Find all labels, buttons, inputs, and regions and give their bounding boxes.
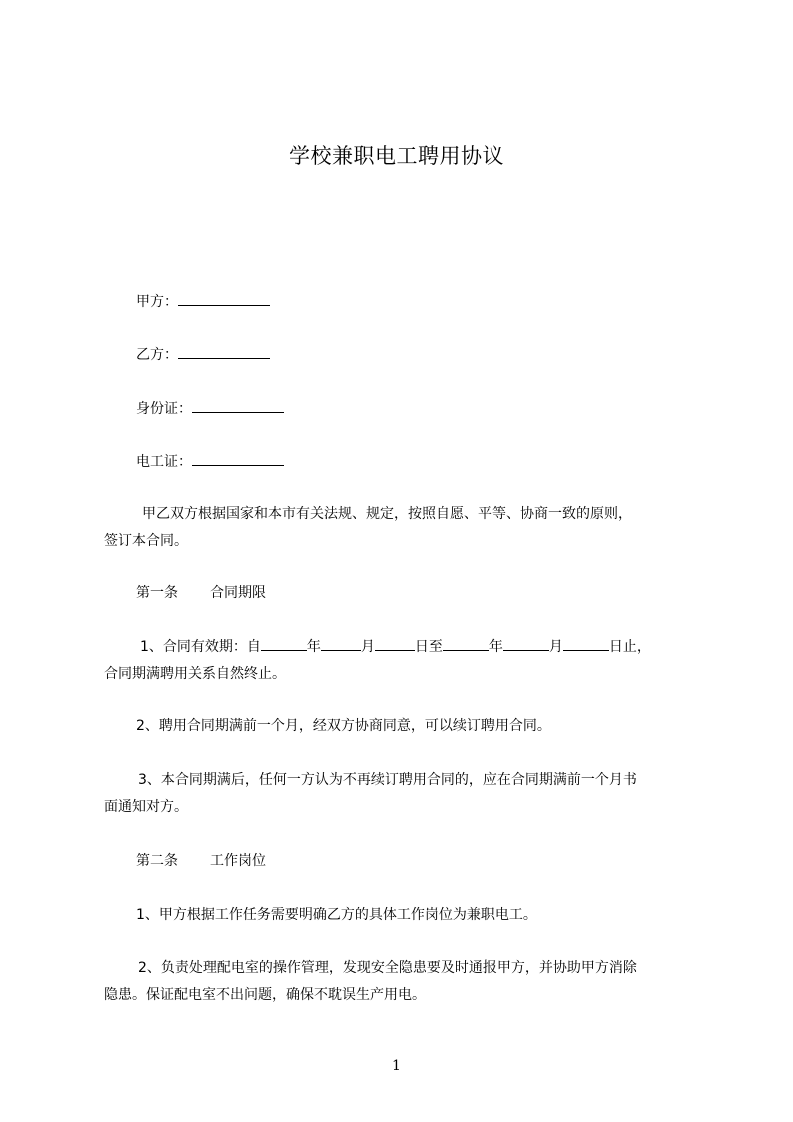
clause-1-line-2: 合同期满聘用关系自然终止。	[104, 666, 286, 682]
electrician-cert-field	[104, 451, 756, 472]
end-month-blank	[503, 636, 549, 651]
start-year-label: 年	[306, 639, 321, 655]
electrician-cert-blank	[192, 451, 284, 466]
start-day-blank	[375, 636, 415, 651]
electrician-cert-label: 电工证：	[136, 454, 192, 470]
party-b-field	[104, 344, 756, 365]
intro-paragraph	[104, 501, 724, 555]
intro-line-1: 甲乙双方根据国家和本市有关法规、规定，按照自愿、平等、协商一致的原则，	[142, 506, 632, 522]
clause-3-line-2: 面通知对方。	[104, 799, 188, 815]
start-year-blank	[261, 636, 307, 651]
clause-3-line-1: 3、本合同期满后，任何一方认为不再续订聘用合同的，应在合同期满前一个月书	[138, 772, 637, 788]
article-2-clause-2-line-2: 隐患。保证配电室不出问题，确保不耽误生产用电。	[104, 987, 426, 1003]
party-a-field	[104, 291, 756, 312]
start-month-label: 月	[360, 639, 375, 655]
intro-line-2: 签订本合同。	[104, 533, 188, 549]
party-b-blank	[178, 344, 270, 359]
page-number: 1	[392, 1058, 401, 1074]
article-2-title: 工作岗位	[210, 853, 266, 869]
article-2-clause-2-line-1: 2、负责处理配电室的操作管理，发现安全隐患要及时通报甲方，并协助甲方消除	[138, 960, 637, 976]
end-month-label: 月	[548, 639, 563, 655]
article-2-clause-2	[104, 955, 724, 1009]
end-year-label: 年	[488, 639, 503, 655]
start-day-label: 日至	[414, 639, 443, 655]
start-month-blank	[321, 636, 361, 651]
party-b-label: 乙方：	[136, 347, 178, 363]
article-2-clause-1: 1、甲方根据工作任务需要明确乙方的具体工作岗位为兼职电工。	[136, 907, 537, 923]
article-2-number: 第二条	[136, 853, 178, 869]
term-prefix: 1、合同有效期：自	[140, 639, 261, 655]
id-card-field	[104, 398, 756, 419]
article-1-title: 合同期限	[210, 585, 266, 601]
id-card-blank	[192, 398, 284, 413]
article-1-clause-2: 2、聘用合同期满前一个月，经双方协商同意，可以续订聘用合同。	[136, 718, 551, 734]
party-a-blank	[178, 291, 270, 306]
id-card-label: 身份证：	[136, 401, 192, 417]
article-1-heading	[104, 583, 756, 603]
end-year-blank	[443, 636, 489, 651]
article-2-heading	[104, 851, 756, 871]
article-1-clause-3	[104, 767, 724, 821]
article-1-number: 第一条	[136, 585, 178, 601]
clause-1-term-line	[104, 634, 724, 661]
article-1-clause-1	[104, 634, 724, 688]
end-day-blank	[563, 636, 609, 651]
document-title: 学校兼职电工聘用协议	[289, 144, 504, 168]
end-day-label: 日止，	[608, 639, 651, 655]
party-a-label: 甲方：	[136, 294, 178, 310]
